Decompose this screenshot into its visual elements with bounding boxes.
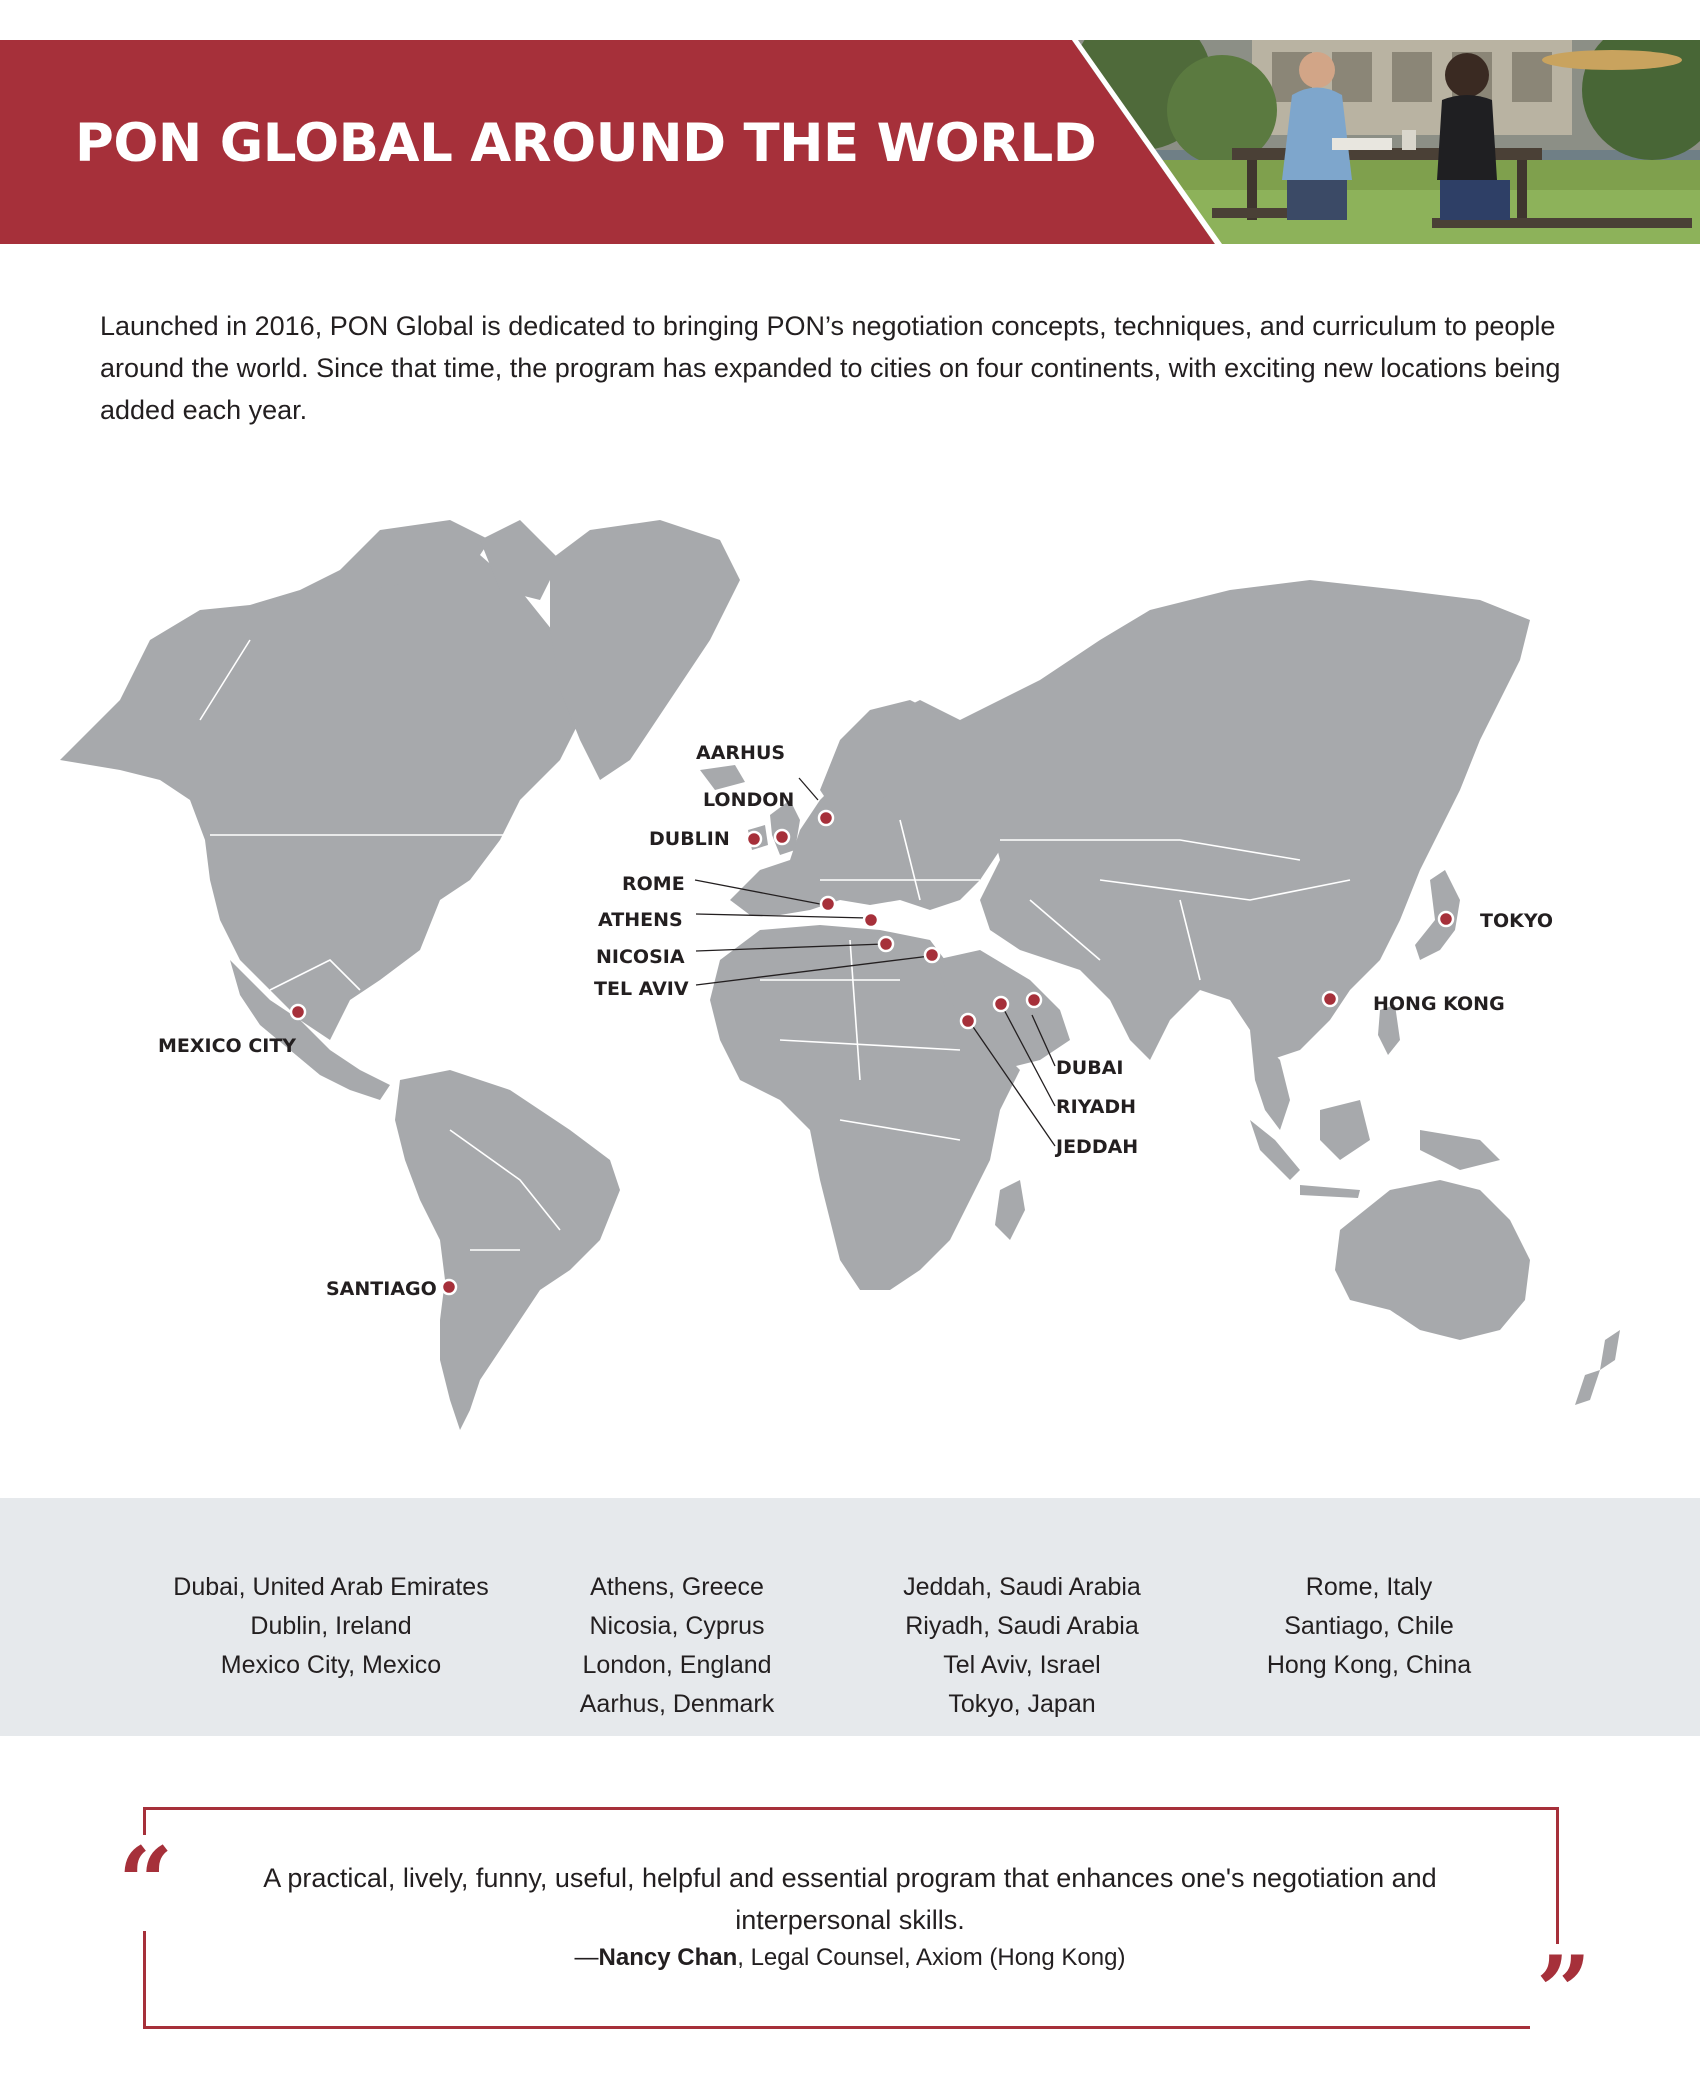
city-list-item: Tokyo, Japan — [948, 1690, 1096, 1718]
new-zealand-south — [1575, 1370, 1600, 1405]
label-athens: ATHENS — [598, 909, 683, 931]
label-rome: ROME — [622, 873, 685, 895]
city-list-item: Athens, Greece — [590, 1573, 764, 1601]
iceland — [700, 765, 745, 790]
marker-jeddah — [961, 1014, 975, 1028]
new-zealand — [1600, 1330, 1620, 1370]
city-list-item: Hong Kong, China — [1266, 1651, 1472, 1679]
open-quote-icon: “ — [112, 1835, 179, 1931]
marker-nicosia — [879, 937, 893, 951]
city-column-1 — [131, 1568, 531, 1685]
label-jeddah: JEDDAH — [1056, 1136, 1139, 1158]
marker-santiago — [442, 1280, 456, 1294]
testimonial-affiliation: , Legal Counsel, Axiom (Hong Kong) — [737, 1944, 1126, 1971]
greenland — [550, 520, 740, 780]
city-list-item: Riyadh, Saudi Arabia — [905, 1612, 1139, 1640]
city-list-item: Santiago, Chile — [1284, 1612, 1454, 1640]
city-list-item: Nicosia, Cyprus — [589, 1612, 765, 1640]
city-list-item: Tel Aviv, Israel — [943, 1651, 1101, 1679]
label-nicosia: NICOSIA — [596, 946, 685, 968]
borneo — [1320, 1100, 1370, 1160]
city-column-4 — [1169, 1568, 1569, 1685]
intro-paragraph: Launched in 2016, PON Global is dedicated to bringing PON’s negotiation concepts, techniques, and curriculum to people around the world. Since that time, the program has expanded to cities on four continents, with exciting new locations being added each year. — [100, 311, 1561, 425]
testimonial-author: Nancy Chan — [598, 1944, 738, 1971]
city-list-item: London, England — [582, 1651, 772, 1679]
city-list-item: Rome, Italy — [1305, 1573, 1433, 1601]
city-list-item: Mexico City, Mexico — [220, 1651, 442, 1679]
city-list-item: Jeddah, Saudi Arabia — [903, 1573, 1141, 1601]
marker-mexico-city — [291, 1005, 305, 1019]
label-tokyo: TOKYO — [1480, 910, 1554, 932]
madagascar — [995, 1180, 1025, 1240]
new-guinea — [1420, 1130, 1500, 1170]
marker-aarhus — [819, 811, 833, 825]
marker-athens — [864, 913, 878, 927]
testimonial-quote: A practical, lively, funny, useful, helpful and essential program that enhances one's negotiation and interpersonal skills. — [263, 1863, 1437, 1935]
label-santiago: SANTIAGO — [326, 1278, 437, 1300]
testimonial-attribution — [200, 1942, 1500, 1974]
page-title: PON GLOBAL AROUND THE WORLD — [75, 113, 1097, 174]
label-tel-aviv: TEL AVIV — [594, 978, 689, 1000]
city-column-2 — [477, 1568, 877, 1724]
marker-tel-aviv — [925, 948, 939, 962]
close-quote-icon: ” — [1530, 1944, 1597, 2040]
attribution-dash: — — [574, 1944, 599, 1971]
java — [1300, 1185, 1360, 1198]
marker-riyadh — [994, 997, 1008, 1011]
marker-dubai — [1027, 993, 1041, 1007]
marker-tokyo — [1439, 912, 1453, 926]
label-aarhus: AARHUS — [696, 742, 786, 764]
australia — [1335, 1180, 1530, 1340]
city-list-item: Aarhus, Denmark — [579, 1690, 775, 1718]
north-america — [60, 545, 590, 1040]
marker-hong-kong — [1323, 992, 1337, 1006]
world-map — [40, 500, 1670, 1440]
label-dublin: DUBLIN — [649, 828, 730, 850]
label-dubai: DUBAI — [1056, 1057, 1124, 1079]
marker-london — [775, 830, 789, 844]
header-banner — [0, 40, 1700, 244]
label-riyadh: RIYADH — [1056, 1096, 1137, 1118]
label-hong-kong: HONG KONG — [1373, 993, 1505, 1015]
marker-rome — [821, 897, 835, 911]
city-list-item: Dublin, Ireland — [250, 1612, 412, 1640]
label-mexico-city: MEXICO CITY — [158, 1035, 297, 1057]
continents — [60, 520, 1620, 1430]
label-london: LONDON — [703, 789, 795, 811]
city-column-3 — [822, 1568, 1222, 1724]
japan — [1415, 870, 1460, 960]
city-list-item: Dubai, United Arab Emirates — [173, 1573, 489, 1601]
sumatra — [1250, 1120, 1300, 1180]
marker-dublin — [747, 832, 761, 846]
